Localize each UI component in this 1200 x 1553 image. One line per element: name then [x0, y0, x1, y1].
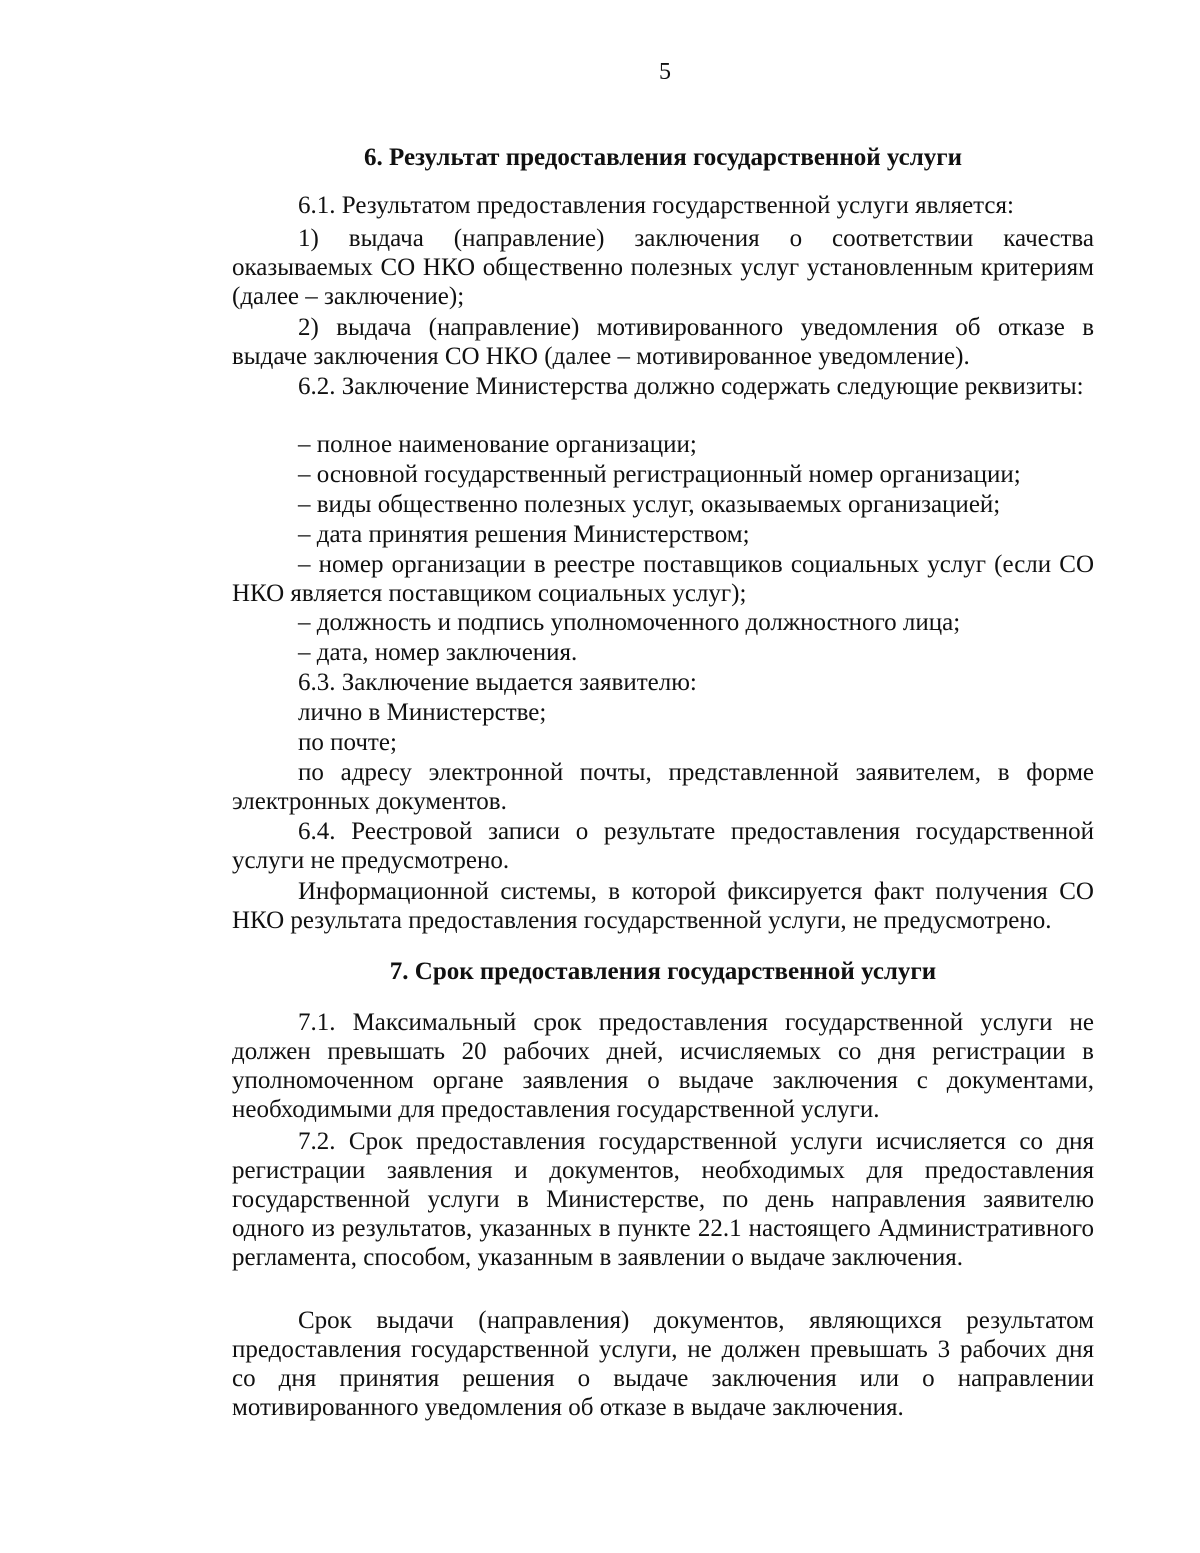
requisite-service-types: – виды общественно полезных услуг, оказываемых организацией; [298, 491, 1001, 518]
section-6-heading: 6. Результат предоставления государственной услуги [364, 144, 962, 171]
delivery-by-mail: по почте; [298, 729, 397, 756]
requisite-official-signature: – должность и подпись уполномоченного должностного лица; [298, 609, 961, 636]
paragraph-6-1-item-2: 2) выдача (направление) мотивированного уведомления об отказе в выдаче заключения СО НКО (далее – мотивированное уведомление). [232, 314, 1094, 370]
requisite-date-number: – дата, номер заключения. [298, 639, 578, 666]
section-7-heading: 7. Срок предоставления государственной услуги [389, 958, 937, 985]
paragraph-6-1: 6.1. Результатом предоставления государственной услуги является: [298, 192, 1014, 219]
paragraph-6-4: 6.4. Реестровой записи о результате предоставления государственной услуги не предусмотрено. [232, 818, 1094, 874]
requisite-full-name: – полное наименование организации; [298, 431, 697, 458]
delivery-by-email: по адресу электронной почты, представленной заявителем, в форме электронных документов. [232, 759, 1094, 815]
delivery-in-person: лично в Министерстве; [298, 699, 547, 726]
requisite-ogrn: – основной государственный регистрационный номер организации; [298, 461, 1021, 488]
paragraph-7-3: Срок выдачи (направления) документов, являющихся результатом предоставления государственной услуги, не должен превышать 3 рабочих дня со дня принятия решения о выдаче заключения или о направлении мотивированного уведомления об отказе в выдаче заключения. [232, 1307, 1094, 1421]
paragraph-information-system: Информационной системы, в которой фиксируется факт получения СО НКО результата предоставления государственной услуги, не предусмотрено. [232, 878, 1094, 934]
page-number: 5 [659, 59, 671, 85]
paragraph-7-2: 7.2. Срок предоставления государственной услуги исчисляется со дня регистрации заявления и документов, необходимых для предоставления государственной услуги в Министерстве, по день направления заявителю одного из результатов, указанных в пункте 22.1 настоящего Административного регламента, способом, указанным в заявлении о выдаче заключения. [232, 1128, 1094, 1271]
paragraph-6-1-item-1: 1) выдача (направление) заключения о соответствии качества оказываемых СО НКО общественно полезных услуг установленным критериям (далее – заключение); [232, 225, 1094, 310]
paragraph-6-2: 6.2. Заключение Министерства должно содержать следующие реквизиты: [298, 373, 1084, 400]
paragraph-6-3: 6.3. Заключение выдается заявителю: [298, 669, 697, 696]
requisite-decision-date: – дата принятия решения Министерством; [298, 521, 750, 548]
requisite-registry-number: – номер организации в реестре поставщиков социальных услуг (если СО НКО является поставщиком социальных услуг); [232, 551, 1094, 607]
paragraph-7-1: 7.1. Максимальный срок предоставления государственной услуги не должен превышать 20 рабочих дней, исчисляемых со дня регистрации в уполномоченном органе заявления о выдаче заключения с документами, необходимыми для предоставления государственной услуги. [232, 1009, 1094, 1123]
